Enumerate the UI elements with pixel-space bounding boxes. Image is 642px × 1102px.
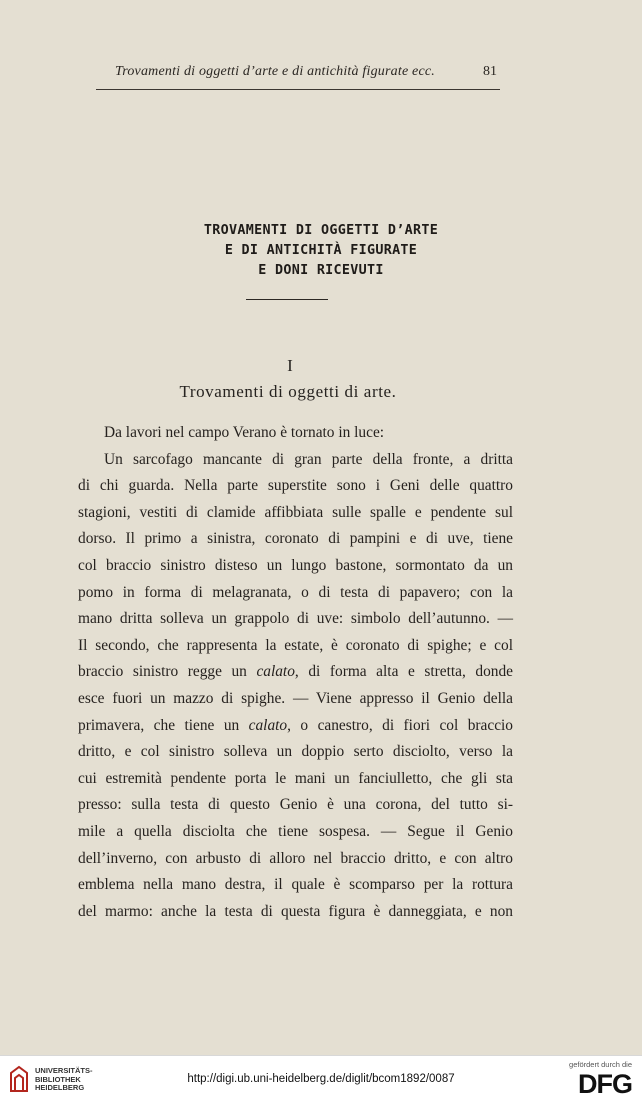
text-line: dorso. Il primo a sinistra, coronato di pampini e di uve, tiene: [78, 530, 513, 548]
section-numeral: I: [287, 356, 293, 375]
text-line: col braccio sinistro disteso un lungo bastone, sormontato da un: [78, 556, 513, 574]
title-rule: [246, 299, 328, 300]
text-line: Da lavori nel campo Verano è tornato in luce:: [104, 424, 385, 441]
text-line: pomo in forma di melagranata, o di testa di papavero; con la: [78, 583, 513, 601]
text-line: mano dritta solleva un grappolo di uve: simbolo dell’autunno. —: [78, 610, 513, 628]
digitization-footer: [0, 1055, 642, 1102]
body-text: [78, 420, 513, 925]
text-line: stagioni, vestiti di clamide affibbiata sulle spalle e pendente sul: [78, 503, 513, 521]
article-title: [0, 221, 642, 281]
text-line: braccio sinistro regge un calato, di forma alta e stretta, donde: [78, 663, 513, 681]
text-line: emblema nella mano destra, il quale è scomparso per la rottura: [78, 876, 513, 894]
text-line: dell’inverno, con arbusto di alloro nel braccio dritto, e con altro: [78, 849, 513, 867]
running-title: Trovamenti di oggetti d’arte e di antichità figurate ecc.: [115, 64, 435, 79]
permalink-url[interactable]: http://digi.ub.uni-heidelberg.de/diglit/bcom1892/0087: [187, 1073, 455, 1085]
library-name-line: UNIVERSITÄTS-: [35, 1066, 93, 1075]
text-line: dritto, e col sinistro solleva un doppio serto disciolto, verso la: [78, 743, 513, 761]
library-name-line: BIBLIOTHEK: [35, 1074, 81, 1084]
dfg-logo: DFG: [578, 1069, 632, 1099]
text-line: di chi guarda. Nella parte superstite sono i Geni delle quattro: [78, 477, 513, 495]
funding-note: gefördert durch die: [569, 1060, 632, 1069]
header-rule: [96, 89, 500, 90]
page-number: 81: [483, 64, 497, 79]
section-title: Trovamenti di oggetti di arte.: [179, 382, 397, 401]
text-line: Un sarcofago mancante di gran parte della fronte, a dritta: [104, 450, 513, 468]
text-line: mile a quella disciolta che tiene sospesa. — Segue il Genio: [78, 822, 513, 840]
text-line: cui estremità pendente porta le mani un fanciulletto, che gli sta: [78, 769, 513, 787]
text-line: Il secondo, che rappresenta la estate, è coronato di spighe; e col: [78, 636, 513, 654]
text-line: primavera, che tiene un calato, o canestro, di fiori col braccio: [78, 716, 514, 734]
text-line: presso: sulla testa di questo Genio è una corona, del tutto si-: [78, 796, 513, 814]
text-line: del marmo: anche la testa di questa figura è danneggiata, e non: [78, 902, 513, 920]
running-header: [0, 64, 642, 84]
permalink-wrapper: [0, 1073, 642, 1085]
text-line: esce fuori un mazzo di spighe. — Viene appresso il Genio della: [78, 689, 513, 707]
title-line: E DI ANTICHITÀ FIGURATE: [224, 243, 418, 258]
title-line: E DONI RICEVUTI: [258, 263, 384, 278]
library-name-line: HEIDELBERG: [35, 1083, 85, 1092]
title-line: TROVAMENTI DI OGGETTI D’ARTE: [203, 223, 439, 238]
